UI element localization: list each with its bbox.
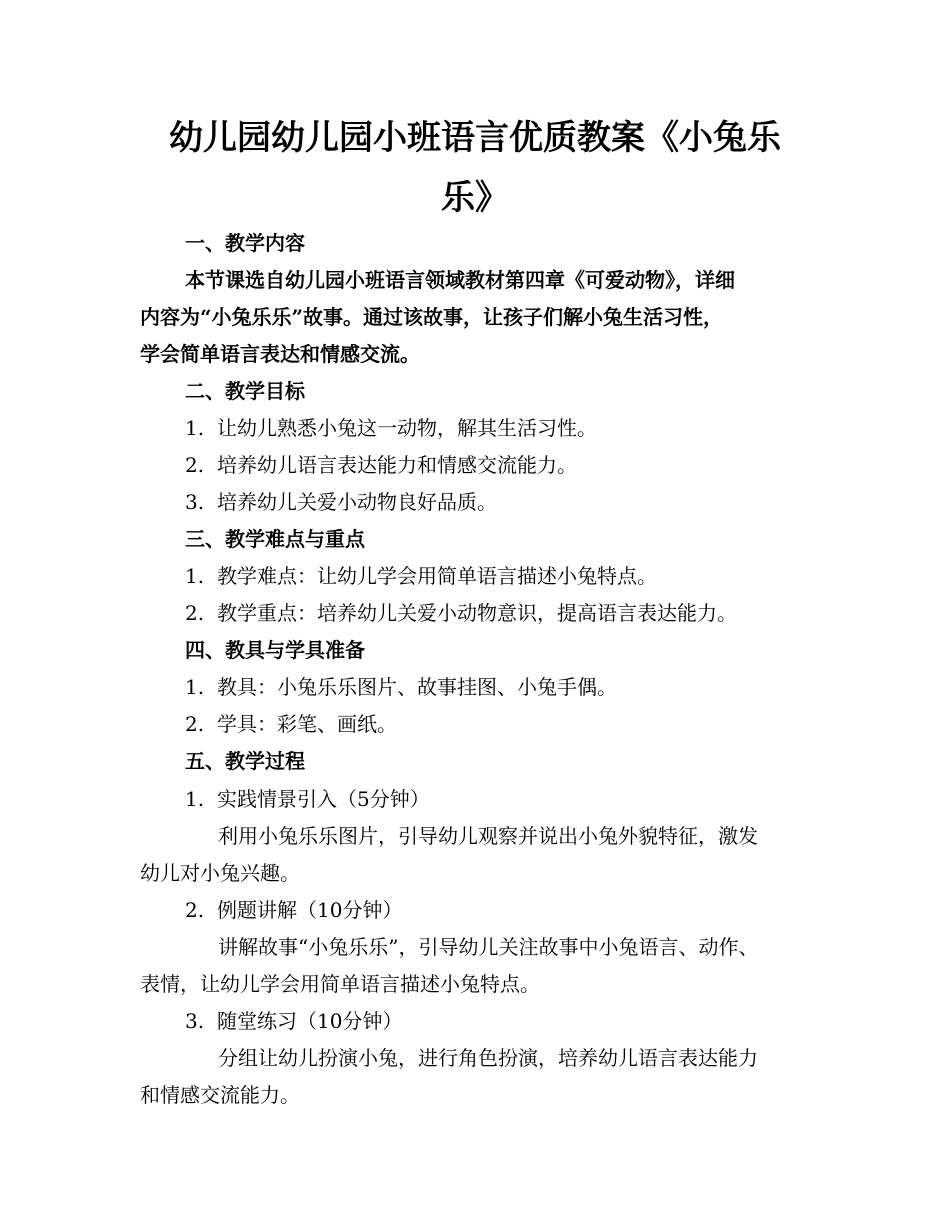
desc-line: 讲解故事“小兔乐乐”，引导幼儿关注故事中小兔语言、动作、 [218,935,759,959]
item-number: 2. [185,453,205,477]
step-description [140,929,820,1003]
list-item [185,669,617,706]
section-heading: 五、教学过程 [185,749,305,773]
title-line: 幼儿园幼儿园小班语言优质教案《小兔乐 [169,118,781,158]
section-heading: 四、教具与学具准备 [185,638,365,662]
body-line: 本节课选自幼儿园小班语言领域教材第四章《可爱动物》，详细 [185,268,735,292]
item-text: 让幼儿熟悉小兔这一动物，解其生活习性。 [217,416,597,440]
item-number: 1. [185,416,205,440]
desc-line: 利用小兔乐乐图片，引导幼儿观察并说出小兔外貌特征，激发 [218,824,758,848]
item-text: 培养幼儿关爱小动物良好品质。 [217,490,497,514]
item-number: 2. [185,712,205,736]
step-title: 随堂练习（10分钟） [217,1009,403,1033]
item-text: 教学重点：培养幼儿关爱小动物意识，提高语言表达能力。 [217,601,737,625]
desc-line: 和情感交流能力。 [140,1083,300,1107]
list-item [185,447,577,484]
section-body [140,262,820,373]
step-description [140,1040,820,1114]
body-line: 学会简单语言表达和情感交流。 [140,342,420,366]
desc-line: 幼儿对小兔兴趣。 [140,861,300,885]
step-title: 实践情景引入（5分钟） [217,787,430,811]
item-text: 教学难点：让幼儿学会用简单语言描述小兔特点。 [217,564,657,588]
process-step [185,892,402,929]
item-number: 1. [185,564,205,588]
process-step [185,1003,402,1040]
section-heading: 一、教学内容 [185,231,305,255]
list-item [185,558,657,595]
desc-line: 分组让幼儿扮演小兔，进行角色扮演，培养幼儿语言表达能力 [218,1046,758,1070]
document-title [140,108,810,228]
step-description [140,818,820,892]
item-number: 3. [185,490,205,514]
item-number: 1. [185,675,205,699]
list-item [185,484,497,521]
item-text: 培养幼儿语言表达能力和情感交流能力。 [217,453,577,477]
item-text: 学具：彩笔、画纸。 [217,712,397,736]
item-number: 2. [185,601,205,625]
desc-line: 表情，让幼儿学会用简单语言描述小兔特点。 [140,972,540,996]
title-line: 乐》 [441,178,509,218]
list-item [185,706,397,743]
step-number: 1. [185,787,205,811]
step-number: 3. [185,1009,205,1033]
list-item [185,410,597,447]
process-step [185,781,430,818]
section-heading: 三、教学难点与重点 [185,527,365,551]
body-line: 内容为“小兔乐乐”故事。通过该故事，让孩子们解小兔生活习性， [140,305,724,329]
list-item [185,595,737,632]
item-text: 教具：小兔乐乐图片、故事挂图、小兔手偶。 [217,675,617,699]
step-title: 例题讲解（10分钟） [217,898,403,922]
section-heading: 二、教学目标 [185,379,305,403]
step-number: 2. [185,898,205,922]
